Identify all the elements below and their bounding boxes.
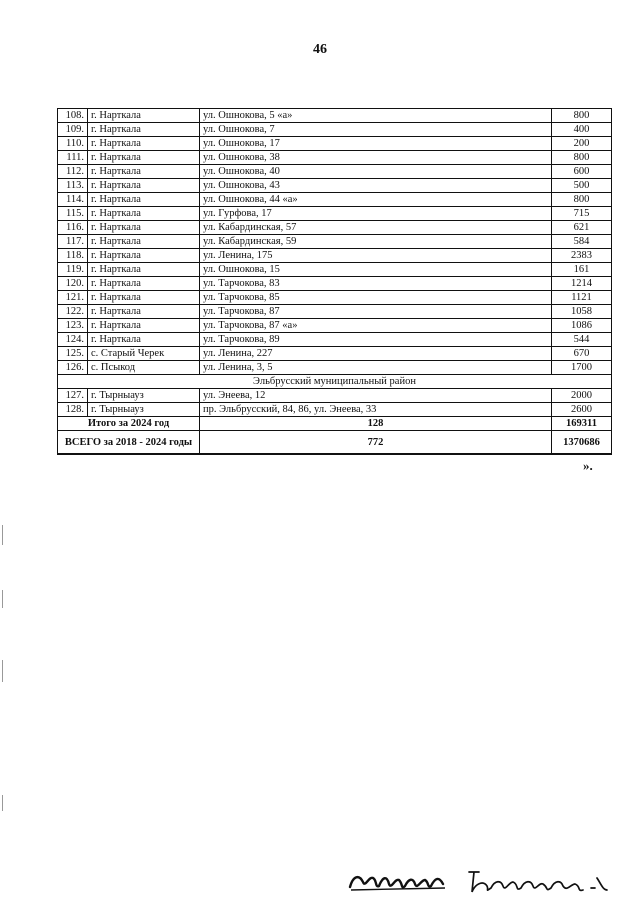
address-cell: ул. Ошнокова, 5 «а» (200, 109, 552, 123)
settlement-cell: с. Псыкод (88, 361, 200, 375)
registry-table-body (58, 109, 612, 455)
value-cell: 800 (552, 109, 612, 123)
total-2024-row-value: 169311 (552, 417, 612, 431)
address-cell: ул. Ошнокова, 40 (200, 165, 552, 179)
value-cell: 1086 (552, 319, 612, 333)
table-row (58, 249, 612, 263)
settlement-cell: г. Нарткала (88, 179, 200, 193)
value-cell: 1700 (552, 361, 612, 375)
address-cell: ул. Гурфова, 17 (200, 207, 552, 221)
row-number: 122. (58, 305, 88, 319)
settlement-cell: г. Нарткала (88, 109, 200, 123)
row-number: 125. (58, 347, 88, 361)
table-row (58, 361, 612, 375)
row-number: 110. (58, 137, 88, 151)
row-number: 113. (58, 179, 88, 193)
address-cell: ул. Тарчокова, 85 (200, 291, 552, 305)
address-cell: ул. Ошнокова, 15 (200, 263, 552, 277)
value-cell: 1058 (552, 305, 612, 319)
address-cell: ул. Тарчокова, 87 (200, 305, 552, 319)
row-number: 116. (58, 221, 88, 235)
registry-table (57, 108, 612, 455)
left-margin-mark (2, 590, 3, 608)
settlement-cell: г. Тырныауз (88, 403, 200, 417)
table-row (58, 123, 612, 137)
grand-total-row-count: 772 (200, 431, 552, 455)
value-cell: 800 (552, 151, 612, 165)
row-number: 111. (58, 151, 88, 165)
table-row (58, 207, 612, 221)
value-cell: 161 (552, 263, 612, 277)
row-number: 114. (58, 193, 88, 207)
signature-lettering: Терёхов А.К. (345, 862, 351, 863)
total-2024-row-label: Итого за 2024 год (58, 417, 200, 431)
row-number: 115. (58, 207, 88, 221)
address-cell: ул. Ленина, 175 (200, 249, 552, 263)
row-number: 108. (58, 109, 88, 123)
settlement-cell: г. Нарткала (88, 291, 200, 305)
value-cell: 670 (552, 347, 612, 361)
row-number: 119. (58, 263, 88, 277)
settlement-cell: г. Нарткала (88, 305, 200, 319)
settlement-cell: г. Нарткала (88, 235, 200, 249)
left-margin-mark (2, 795, 3, 811)
address-cell: ул. Энеева, 12 (200, 389, 552, 403)
settlement-cell: г. Нарткала (88, 123, 200, 137)
table-row (58, 291, 612, 305)
table-row (58, 403, 612, 417)
address-cell: ул. Тарчокова, 83 (200, 277, 552, 291)
table-row (58, 305, 612, 319)
value-cell: 200 (552, 137, 612, 151)
address-cell: ул. Ошнокова, 44 «а» (200, 193, 552, 207)
section-heading-row (58, 375, 612, 389)
table-row (58, 389, 612, 403)
settlement-cell: г. Нарткала (88, 319, 200, 333)
table-row (58, 333, 612, 347)
table-row (58, 221, 612, 235)
grand-total-row-value: 1370686 (552, 431, 612, 455)
table-row (58, 319, 612, 333)
table-row (58, 109, 612, 123)
address-cell: ул. Ленина, 227 (200, 347, 552, 361)
table-row (58, 137, 612, 151)
address-cell: пр. Эльбрусский, 84, 86, ул. Энеева, 33 (200, 403, 552, 417)
address-cell: ул. Ошнокова, 7 (200, 123, 552, 137)
value-cell: 2000 (552, 389, 612, 403)
grand-total-row-label: ВСЕГО за 2018 - 2024 годы (58, 431, 200, 455)
total-2024-row (58, 417, 612, 431)
value-cell: 1121 (552, 291, 612, 305)
row-number: 120. (58, 277, 88, 291)
closing-quote-mark: ». (583, 458, 593, 473)
settlement-cell: г. Нарткала (88, 137, 200, 151)
address-cell: ул. Тарчокова, 89 (200, 333, 552, 347)
address-cell: ул. Кабардинская, 59 (200, 235, 552, 249)
table-row (58, 277, 612, 291)
value-cell: 600 (552, 165, 612, 179)
value-cell: 584 (552, 235, 612, 249)
handwritten-signature (345, 862, 615, 902)
row-number: 126. (58, 361, 88, 375)
settlement-cell: г. Нарткала (88, 277, 200, 291)
address-cell: ул. Ошнокова, 43 (200, 179, 552, 193)
value-cell: 1214 (552, 277, 612, 291)
value-cell: 544 (552, 333, 612, 347)
value-cell: 2383 (552, 249, 612, 263)
address-cell: ул. Ошнокова, 17 (200, 137, 552, 151)
grand-total-row (58, 431, 612, 455)
total-2024-row-count: 128 (200, 417, 552, 431)
address-cell: ул. Ленина, 3, 5 (200, 361, 552, 375)
value-cell: 500 (552, 179, 612, 193)
settlement-cell: г. Нарткала (88, 193, 200, 207)
value-cell: 715 (552, 207, 612, 221)
table-row (58, 165, 612, 179)
row-number: 118. (58, 249, 88, 263)
settlement-cell: г. Нарткала (88, 249, 200, 263)
left-margin-mark (2, 660, 3, 682)
settlement-cell: г. Нарткала (88, 263, 200, 277)
row-number: 128. (58, 403, 88, 417)
value-cell: 2600 (552, 403, 612, 417)
row-number: 127. (58, 389, 88, 403)
section-heading: Эльбрусский муниципальный район (58, 375, 612, 389)
table-row (58, 263, 612, 277)
settlement-cell: г. Нарткала (88, 221, 200, 235)
settlement-cell: г. Нарткала (88, 165, 200, 179)
row-number: 121. (58, 291, 88, 305)
table-row (58, 347, 612, 361)
row-number: 112. (58, 165, 88, 179)
settlement-cell: г. Нарткала (88, 333, 200, 347)
settlement-cell: с. Старый Черек (88, 347, 200, 361)
address-cell: ул. Тарчокова, 87 «а» (200, 319, 552, 333)
value-cell: 400 (552, 123, 612, 137)
row-number: 124. (58, 333, 88, 347)
row-number: 123. (58, 319, 88, 333)
table-row (58, 193, 612, 207)
left-margin-mark (2, 525, 3, 545)
table-row (58, 179, 612, 193)
table-row (58, 151, 612, 165)
table-row (58, 235, 612, 249)
row-number: 109. (58, 123, 88, 137)
address-cell: ул. Ошнокова, 38 (200, 151, 552, 165)
settlement-cell: г. Тырныауз (88, 389, 200, 403)
value-cell: 800 (552, 193, 612, 207)
settlement-cell: г. Нарткала (88, 207, 200, 221)
page-number: 46 (313, 42, 327, 57)
settlement-cell: г. Нарткала (88, 151, 200, 165)
row-number: 117. (58, 235, 88, 249)
value-cell: 621 (552, 221, 612, 235)
address-cell: ул. Кабардинская, 57 (200, 221, 552, 235)
